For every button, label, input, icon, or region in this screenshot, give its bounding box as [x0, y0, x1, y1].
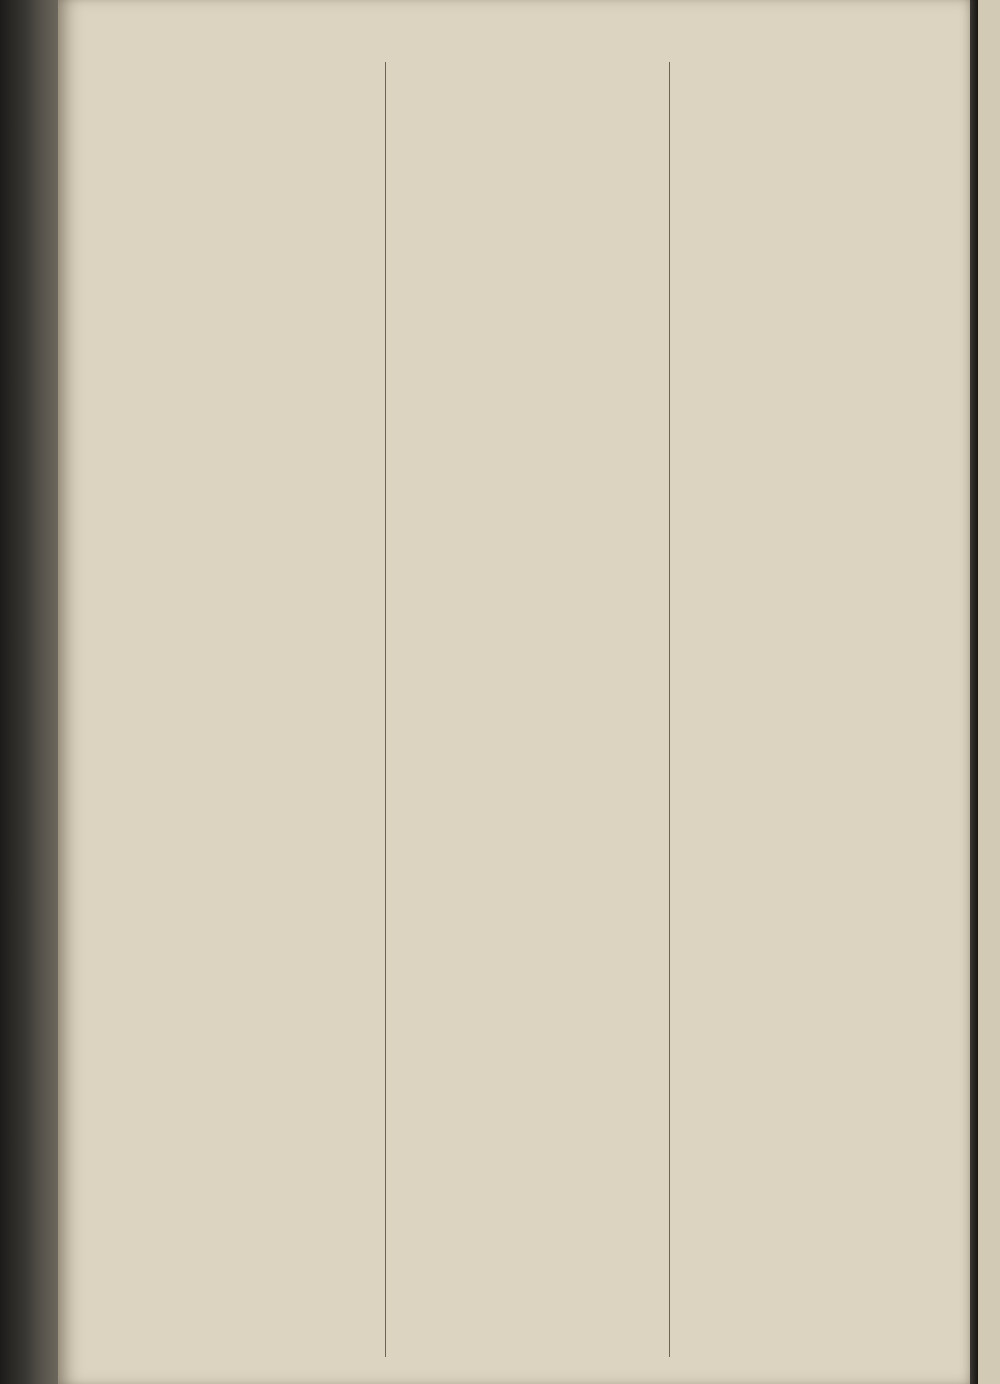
adjacent-page-fragment: [978, 0, 1000, 1384]
article-column-1: [102, 58, 380, 1358]
column-rule: [669, 62, 670, 1357]
page-gutter: [970, 0, 978, 1384]
article-column-3: [674, 58, 952, 1358]
book-spine: [0, 0, 58, 1384]
column-rule: [385, 62, 386, 1357]
article-column-2: [390, 58, 665, 1358]
